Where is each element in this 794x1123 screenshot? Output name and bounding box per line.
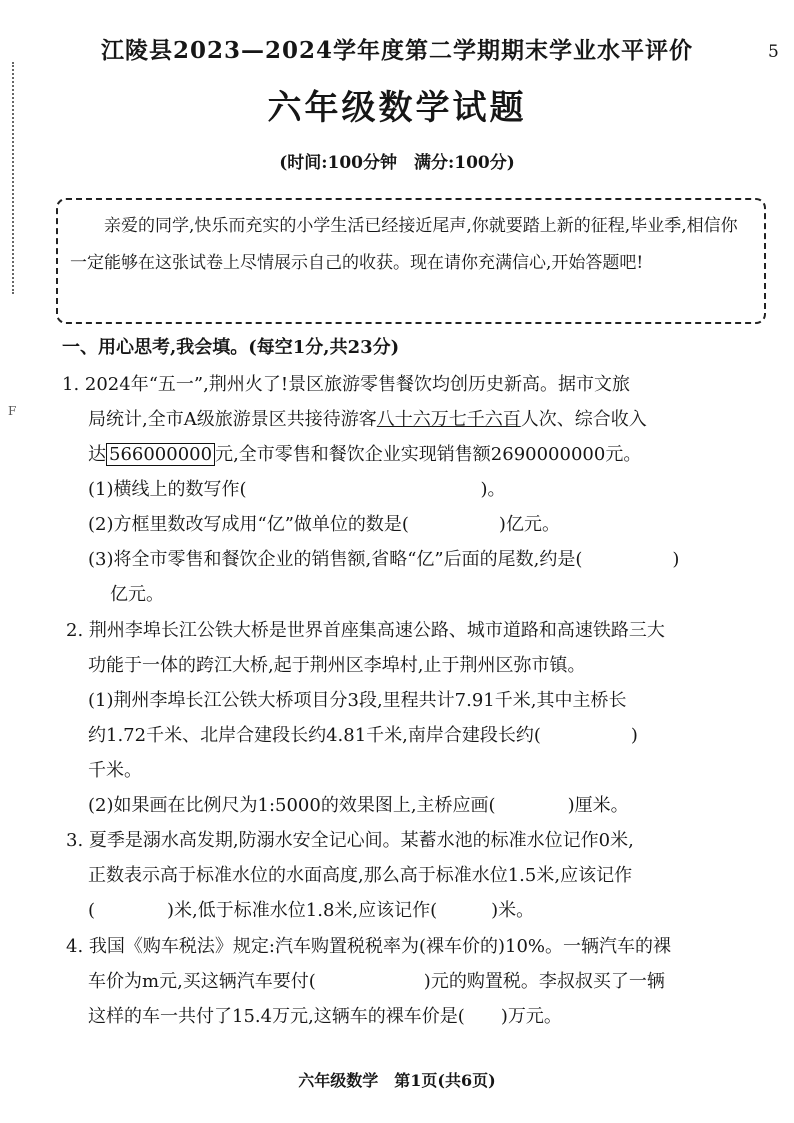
section-heading: 一、用心思考,我会填。(每空1分,共23分) <box>62 337 400 358</box>
exam-time-score: (时间:100分钟 满分:100分) <box>279 153 515 173</box>
q1-sub3-cont: 亿元。 <box>110 584 164 605</box>
q1-line2 <box>88 405 647 431</box>
q1-sub3: (3)将全市零售和餐饮企业的销售额,省略“亿”后面的尾数,约是( ) <box>88 549 680 570</box>
q1-sub1: (1)横线上的数写作( )。 <box>88 479 506 500</box>
q2-sub1-line2: 约1.72千米、北岸合建段长约4.81千米,南岸合建段长约( ) <box>88 725 638 746</box>
q1-underlined-number: 八十六万七千六百 <box>376 409 521 430</box>
q2-sub1-line1: (1)荆州李埠长江公铁大桥项目分3段,里程共计7.91千米,其中主桥长 <box>88 690 627 711</box>
q1-line3-pre: 达 <box>88 444 106 465</box>
intro-box <box>56 198 766 324</box>
q1-boxed-number: 566000000 <box>106 443 215 466</box>
q1-line2-pre: 局统计,全市A级旅游景区共接待游客 <box>88 409 377 430</box>
q2-sub1-line3: 千米。 <box>88 760 142 781</box>
exam-subject-title: 六年级数学试题 <box>267 88 527 128</box>
q1-line2-post: 人次、综合收入 <box>520 409 647 430</box>
q4-line2: 车价为m元,买这辆汽车要付( )元的购置税。李叔叔买了一辆 <box>88 971 665 992</box>
q3-line1: 3. 夏季是溺水高发期,防溺水安全记心间。某蓄水池的标准水位记作0米, <box>66 830 634 851</box>
q1-sub2: (2)方框里数改写成用“亿”做单位的数是( )亿元。 <box>88 514 560 535</box>
q4-line3: 这样的车一共付了15.4万元,这辆车的裸车价是( )万元。 <box>88 1006 562 1027</box>
q1-line1: 1. 2024年“五一”,荆州火了!景区旅游零售餐饮均创历史新高。据市文旅 <box>62 374 631 395</box>
page-footer: 六年级数学 第1页(共6页) <box>298 1071 496 1090</box>
page-number: 5 <box>768 42 779 62</box>
q1-line3 <box>88 440 641 466</box>
q3-line2: 正数表示高于标准水位的水面高度,那么高于标准水位1.5米,应该记作 <box>88 865 633 886</box>
side-mark: F <box>8 404 17 418</box>
q3-line3: ( )米,低于标准水位1.8米,应该记作( )米。 <box>88 900 535 921</box>
q2-line1: 2. 荆州李埠长江公铁大桥是世界首座集高速公路、城市道路和高速铁路三大 <box>66 620 665 641</box>
q2-sub2: (2)如果画在比例尺为1:5000的效果图上,主桥应画( )厘米。 <box>88 795 629 816</box>
q4-line1: 4. 我国《购车税法》规定:汽车购置税税率为(裸车价的)10%。一辆汽车的裸 <box>66 936 672 957</box>
q1-line3-post: 元,全市零售和餐饮企业实现销售额2690000000元。 <box>215 444 642 465</box>
q2-line2: 功能于一体的跨江大桥,起于荆州区李埠村,止于荆州区弥市镇。 <box>88 655 586 676</box>
intro-text: 亲爱的同学,快乐而充实的小学生活已经接近尾声,你就要踏上新的征程,毕业季,相信你一定能够在这张试卷上尽情展示自己的收获。现在请你充满信心,开始答题吧! <box>70 216 738 273</box>
exam-title: 江陵县2023—2024学年度第二学期期末学业水平评价 <box>100 37 694 64</box>
